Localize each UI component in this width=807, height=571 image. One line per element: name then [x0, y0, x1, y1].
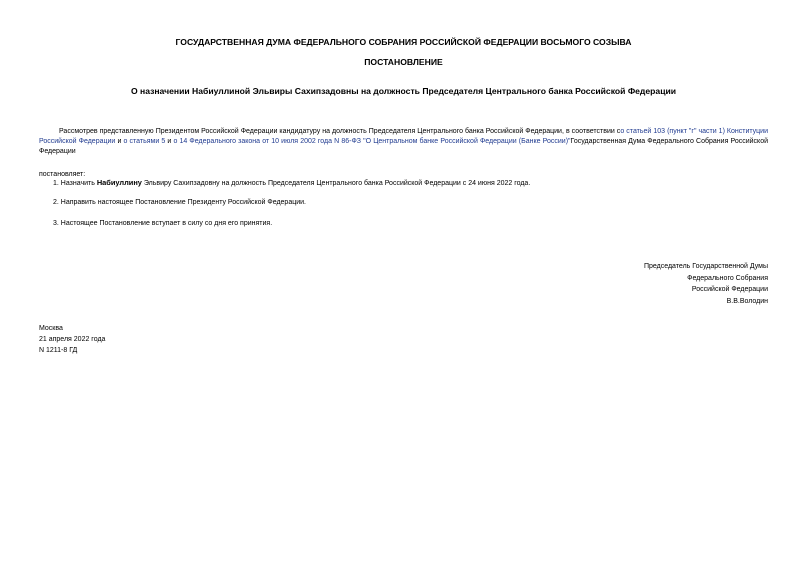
- preamble-text-4: Государственная Дума Федерального Собрания Российской Федерации: [39, 138, 769, 155]
- decree-intro: постановляет:: [39, 171, 86, 178]
- constitution-article-link[interactable]: о статьей 103 (пункт "г" части 1) Конституции Российской Федерации: [39, 128, 768, 145]
- issuing-organization: ГОСУДАРСТВЕННАЯ ДУМА ФЕДЕРАЛЬНОГО СОБРАНИЯ РОССИЙСКОЙ ФЕДЕРАЦИИ ВОСЬМОГО СОЗЫВА: [175, 37, 632, 47]
- document-number: N 1211-8 ГД: [39, 347, 78, 354]
- preamble-text-3: и: [165, 138, 172, 145]
- signature-block: [644, 261, 768, 307]
- preamble-paragraph: [39, 127, 768, 157]
- issue-city: Москва: [39, 325, 63, 332]
- signatory-name: В.В.Володин: [726, 297, 768, 305]
- document-page: [39, 0, 768, 571]
- signature-position-line-3: Российской Федерации: [691, 286, 768, 293]
- preamble-text-1: Рассмотрев представленную Президентом Российской Федерации кандидатуру на должность Председателя Центрального банка Российской Федерации, в соответствии с: [59, 128, 621, 135]
- central-bank-law-link[interactable]: о 14 Федерального закона от 10 июля 2002 года N 86-ФЗ "О Центральном банке Российской Федерации (Банке России)": [173, 138, 571, 145]
- decree-item-1-suffix: Эльвиру Сахипзадовну на должность Председателя Центрального банка Российской Федерации с 24 июня 2022 года.: [141, 180, 531, 187]
- document-type: ПОСТАНОВЛЕНИЕ: [364, 57, 443, 67]
- issue-date: 21 апреля 2022 года: [39, 336, 106, 343]
- preamble-text-2: и: [115, 138, 122, 145]
- decree-item-2: 2. Направить настоящее Постановление Президенту Российской Федерации.: [53, 199, 306, 206]
- appointee-surname: Набиуллину: [96, 178, 142, 187]
- decree-item-3: 3. Настоящее Постановление вступает в силу со дня его принятия.: [53, 220, 273, 227]
- signature-position-line-2: Федерального Собрания: [687, 274, 768, 282]
- decree-item-1: [53, 178, 768, 189]
- document-footer: [39, 323, 105, 356]
- law-articles-link[interactable]: о статьями 5: [123, 138, 166, 145]
- signature-position-line-1: Председатель Государственной Думы: [643, 263, 768, 270]
- decree-item-1-prefix: 1. Назначить: [53, 180, 97, 187]
- document-title: О назначении Набиуллиной Эльвиры Сахипзадовны на должность Председателя Центрального банка Российской Федерации: [130, 86, 677, 96]
